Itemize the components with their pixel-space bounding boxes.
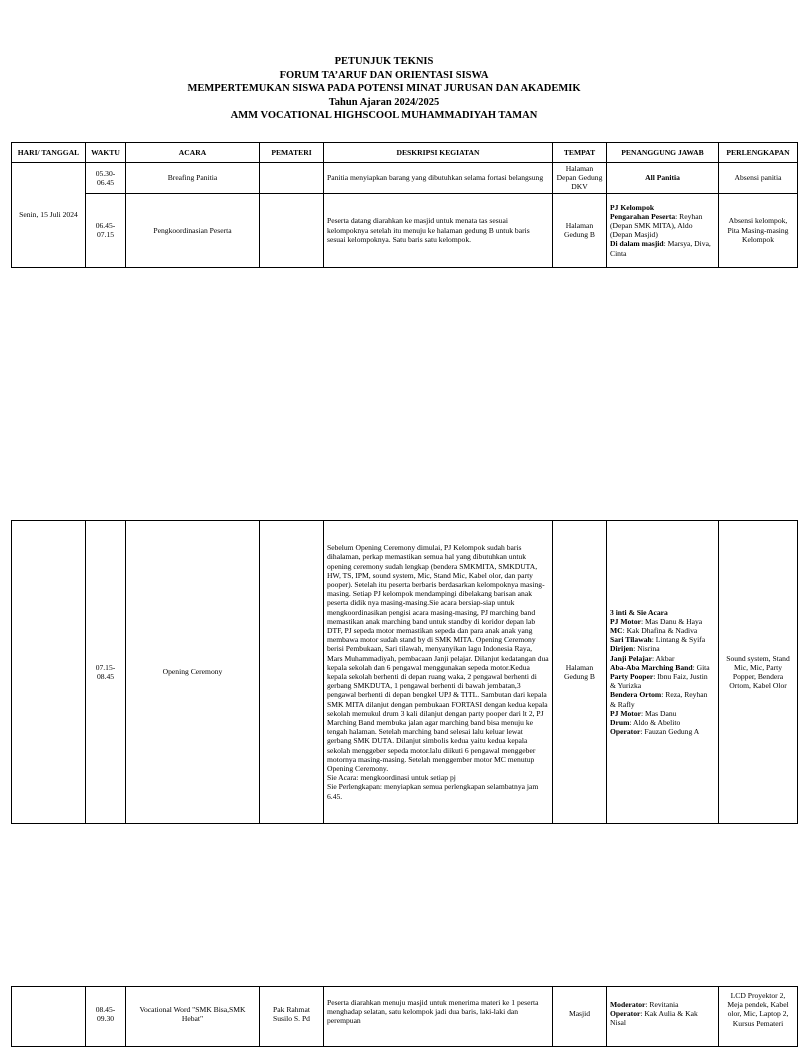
cell-perlengkapan: Absensi panitia	[719, 163, 798, 194]
pj-names: : Kak Aulia & Kak Nisal	[610, 1009, 698, 1028]
table-row	[12, 193, 798, 267]
cell-tempat: Halaman Gedung B	[553, 521, 607, 824]
cell-pemateri	[260, 521, 324, 824]
schedule-table-part-3	[11, 986, 798, 1047]
cell-perlengkapan: Absensi kelompok, Pita Masing-masing Kelompok	[719, 193, 798, 267]
cell-deskripsi: Peserta diarahkan menuju masjid untuk menerima materi ke 1 peserta menghadap selatan, satu kelompok jadi dua baris, laki-laki dan perempuan	[324, 987, 553, 1047]
table-header-row	[12, 143, 798, 163]
schedule-table-part-1	[11, 142, 798, 268]
cell-tempat: Halaman Depan Gedung DKV	[553, 163, 607, 194]
pj-role: MC	[610, 625, 623, 635]
pj-role: Di dalam masjid	[610, 239, 664, 249]
pj-title: PJ Kelompok	[610, 202, 655, 212]
col-header-pj: PENANGGUNG JAWAB	[607, 143, 719, 163]
pj-names: : Reza, Reyhan & Rafly	[610, 690, 708, 709]
pj-role: Pengarahan Peserta	[610, 211, 676, 221]
pj-role: Sari Tilawah	[610, 635, 652, 645]
col-header-perlengkapan: PERLENGKAPAN	[719, 143, 798, 163]
col-header-deskripsi: DESKRIPSI KEGIATAN	[324, 143, 553, 163]
pj-role: Moderator	[610, 1000, 646, 1009]
pj-names: : Marsya, Diva, Cinta	[610, 239, 711, 258]
cell-hari	[12, 987, 86, 1047]
cell-pemateri: Pak Rahmat Susilo S. Pd	[260, 987, 324, 1047]
col-header-waktu: WAKTU	[86, 143, 126, 163]
pj-names: : Akbar	[651, 653, 675, 663]
header-line-4: Tahun Ajaran 2024/2025	[328, 96, 440, 108]
cell-waktu: 06.45-07.15	[86, 193, 126, 267]
description-text: Sie Perlengkapan: menyiapkan semua perlengkapan selambatnya jam 6.45.	[327, 782, 539, 801]
cell-pj	[607, 193, 719, 267]
col-header-tempat: TEMPAT	[553, 143, 607, 163]
pj-role: Operator	[610, 1009, 641, 1019]
pj-role: Operator	[610, 727, 641, 737]
cell-tempat: Masjid	[553, 987, 607, 1047]
col-header-hari: HARI/ TANGGAL	[12, 143, 86, 163]
cell-hari: Senin, 15 Juli 2024	[12, 163, 86, 268]
pj-names: : Nisrina	[633, 644, 660, 654]
header-line-5: AMM VOCATIONAL HIGHSCOOL MUHAMMADIYAH TAMAN	[230, 110, 538, 121]
pj-names: : Mas Danu & Haya	[641, 616, 703, 626]
cell-acara: Breafing Panitia	[126, 163, 260, 194]
cell-deskripsi: Peserta datang diarahkan ke masjid untuk menata tas sesuai kelompoknya setelah itu menuju ke halaman gedung B untuk baris sesuai kelompoknya. Satu baris satu kelompok.	[324, 193, 553, 267]
pj-role: Aba-Aba Marching Band	[610, 662, 693, 672]
cell-waktu: 05.30-06.45	[86, 163, 126, 194]
cell-pemateri	[260, 193, 324, 267]
pj-all-panitia: All Panitia	[645, 173, 680, 183]
col-header-pemateri: PEMATERI	[260, 143, 324, 163]
cell-pj	[607, 163, 719, 194]
pj-role: Drum	[610, 718, 630, 728]
description-text: Sie Acara: mengkoordinasi untuk setiap pj	[327, 773, 456, 783]
cell-deskripsi	[324, 521, 553, 824]
cell-waktu: 08.45-09.30	[86, 987, 126, 1047]
document-header	[0, 55, 768, 123]
pj-title: 3 inti & Sie Acara	[610, 607, 668, 617]
pj-names: : Aldo & Abelito	[629, 718, 681, 728]
cell-pj	[607, 987, 719, 1047]
table-row	[12, 987, 798, 1047]
cell-perlengkapan: LCD Proyektor 2, Meja pendek, Kabel olor, Mic, Laptop 2, Kursus Pemateri	[719, 987, 798, 1047]
table-row	[12, 163, 798, 194]
cell-tempat: Halaman Gedung B	[553, 193, 607, 267]
pj-role: Party Pooper	[610, 672, 654, 681]
pj-names: : Mas Danu	[641, 708, 677, 718]
pj-role: Dirijen	[610, 644, 634, 654]
description-text: Sebelum Opening Ceremony dimulai, PJ Kelompok sudah baris dihalaman, perkap memastikan semua hal yang dibutuhkan untuk opening ceremony sudah lengkap (bendera SMKMITA, SMKDUTA, HW, TS, IPM, sound system, Mic, Stand Mic, Kabel olor, dan party pooper). Setelah itu peserta berbaris berdasarkan kelompoknya masing-masing. Setiap PJ kelompok mendampingi dibelakang barisan anak peserta didik nya masing-masing.Sie acara bersiap-siap untuk mengkoordinasikan pengisi acara masing-masing, PJ marching band memastikan anak marching band untuk standby di koridor depan lab DTF, PJ sepeda motor memastikan sepeda dan para anak anak yang membawa motor sudah stand by di SMK MITA. Opening Ceremony berisi Pembukaan, Sari tilawah, menyanyikan lagu Indonesia Raya, Mars Muhammadiyah, pembacaan Janji pelajar. Dilanjut kedatangan dua kepala sekolah dan 6 pengawal menggunakan sepeda motor.Kedua kepala sekolah berhenti di depan ruang waka, 2 pengawal berhenti di gerbang SMKDUTA, 1 pengawal berhenti di bawah jembatan,3 pengawal berhenti di depan bengkel UPJ & TITL. Sambutan dari kepala SMK MITA dilanjut dengan pembukaan FORTASI dengan kedua kepala sekolah memukul drum 3 kali dilanjut dengan party pooper dari lt 2, PJ Marching Band membuka jalan agar marching band bisa menuju ke tengah halaman. Setelah marching band selesai lalu keluar lewat gerbang SMK DUTA. Dilanjut simbolis kedua yaitu kedua kepala sekolah menggeber sepeda motor.lalu diikuti 6 pengawal menggeber motornya masing-masing. Setelah menggember motor MC menutup Opening Ceremony.	[327, 543, 549, 774]
pj-names: : Fauzan Gedung A	[640, 727, 700, 737]
pj-role: Bendera Ortom	[610, 690, 662, 700]
header-line-3: MEMPERTEMUKAN SISWA PADA POTENSI MINAT JURUSAN DAN AKADEMIK	[187, 83, 581, 94]
cell-pj	[607, 521, 719, 824]
cell-acara: Opening Ceremony	[126, 521, 260, 824]
cell-waktu: 07.15-08.45	[86, 521, 126, 824]
table-row	[12, 521, 798, 824]
col-header-acara: ACARA	[126, 143, 260, 163]
pj-names: : Lintang & Syifa	[651, 635, 706, 645]
pj-names: : Revitania	[645, 1000, 679, 1009]
header-line-1: PETUNJUK TEKNIS	[334, 56, 434, 67]
header-line-2: FORUM TA’ARUF DAN ORIENTASI SISWA	[279, 69, 489, 81]
pj-role: PJ Motor	[610, 616, 641, 626]
pj-names: : Ibnu Faiz, Justin & Yurizka	[610, 672, 708, 691]
cell-acara: Pengkoordinasian Peserta	[126, 193, 260, 267]
pj-role: Janji Pelajar	[610, 653, 652, 663]
cell-perlengkapan: Sound system, Stand Mic, Mic, Party Popper, Bendera Ortom, Kabel Olor	[719, 521, 798, 824]
cell-hari	[12, 521, 86, 824]
pj-names: : Reyhan (Depan SMK MITA), Aldo (Depan Masjid)	[610, 211, 703, 240]
cell-acara: Vocational Word "SMK Bisa,SMK Hebat"	[126, 987, 260, 1047]
cell-pemateri	[260, 163, 324, 194]
pj-names: : Gita	[692, 662, 710, 672]
pj-role: PJ Motor	[610, 708, 641, 718]
pj-names: : Kak Dhafina & Nadiva	[622, 625, 698, 635]
schedule-table-part-2	[11, 520, 798, 824]
cell-deskripsi: Panitia menyiapkan barang yang dibutuhkan selama fortasi belangsung	[324, 163, 553, 194]
